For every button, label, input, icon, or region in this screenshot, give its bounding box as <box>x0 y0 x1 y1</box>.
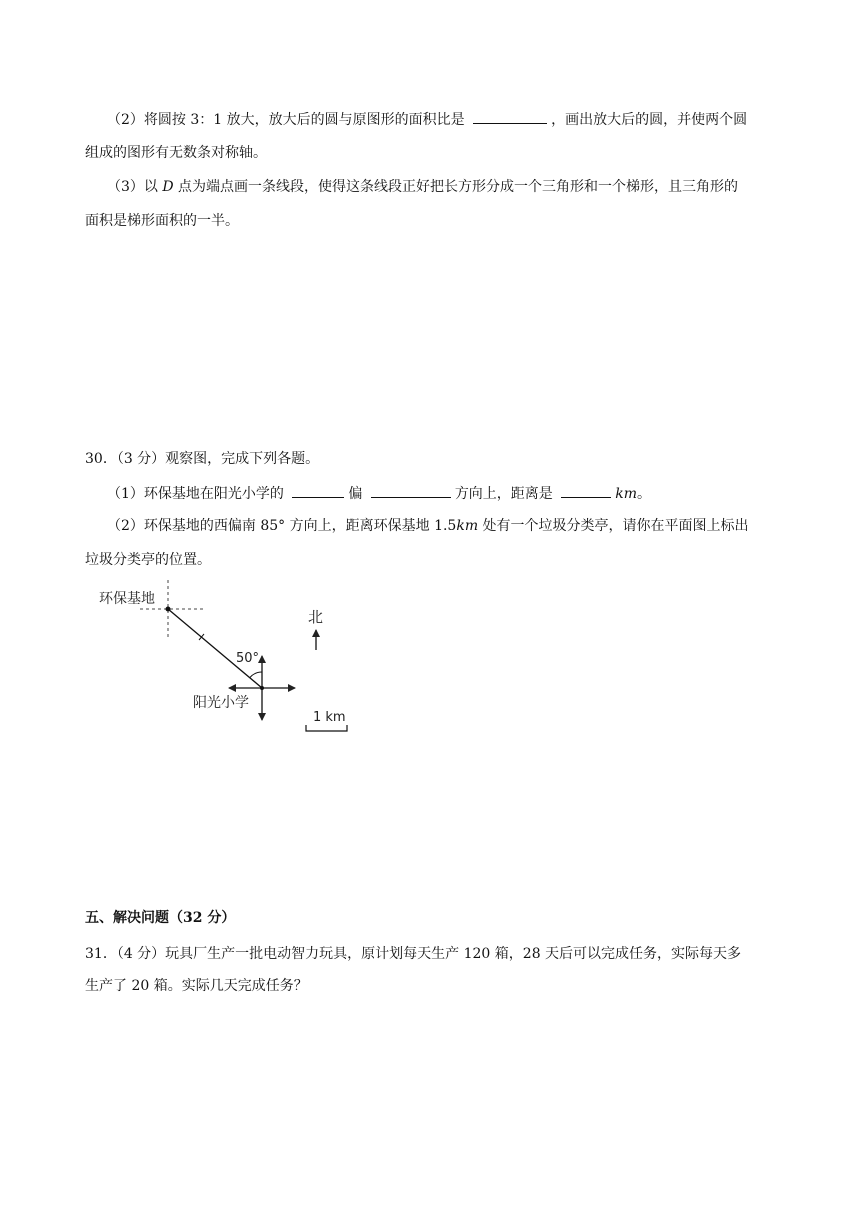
q31-line1: 31．（4 分）玩具厂生产一批电动智力玩具，原计划每天生产 120 箱，28 天后可以完成任务，实际每天多 <box>85 946 742 962</box>
q31-line2: 生产了 20 箱。实际几天完成任务？ <box>85 978 308 994</box>
q29-part3-text-after: 点为端点画一条线段，使得这条线段正好把长方形分成一个三角形和一个梯形，且三角形的 <box>173 179 739 195</box>
school-point <box>260 686 264 690</box>
label-angle: 50° <box>236 651 260 666</box>
q29-part3-line2: 面积是梯形面积的一半。 <box>85 213 239 229</box>
q30-part2-b: 处有一个垃圾分类亭，请你在平面图上标出 <box>478 518 749 534</box>
scale-bar <box>306 725 347 731</box>
section5-heading: 五、解决问题（32 分） <box>85 910 236 926</box>
label-base: 环保基地 <box>99 591 155 607</box>
unit-km: km <box>615 486 638 502</box>
label-scale: 1 km <box>313 710 346 725</box>
q30-part1-b: 偏 <box>348 486 367 502</box>
point-d-label: D <box>162 179 174 195</box>
q30-part1-a: （1）环保基地在阳光小学的 <box>107 486 289 502</box>
label-north: 北 <box>308 608 324 626</box>
angle-arc <box>250 672 262 678</box>
label-school: 阳光小学 <box>193 695 249 711</box>
q30-part1-c: 方向上，距离是 <box>454 486 558 502</box>
q30-part1-end: 。 <box>637 486 652 502</box>
school-to-base-line <box>168 609 262 688</box>
q29-part3-text-before: （3）以 <box>107 179 163 195</box>
q29-part2-text-before: （2）将圆按 3：1 放大，放大后的圆与原图形的面积比是 <box>107 112 470 128</box>
q30-part2-line2: 垃圾分类亭的位置。 <box>85 552 211 568</box>
q30-title: 30．（3 分）观察图，完成下列各题。 <box>85 451 320 467</box>
q29-part2-line2: 组成的图形有无数条对称轴。 <box>85 145 267 161</box>
q29-part2-text-after: ，画出放大后的圆，并使两个圆 <box>551 112 748 128</box>
unit-km: km <box>456 518 479 534</box>
q30-part2-a: （2）环保基地的西偏南 85° 方向上，距离环保基地 1.5 <box>107 518 457 534</box>
